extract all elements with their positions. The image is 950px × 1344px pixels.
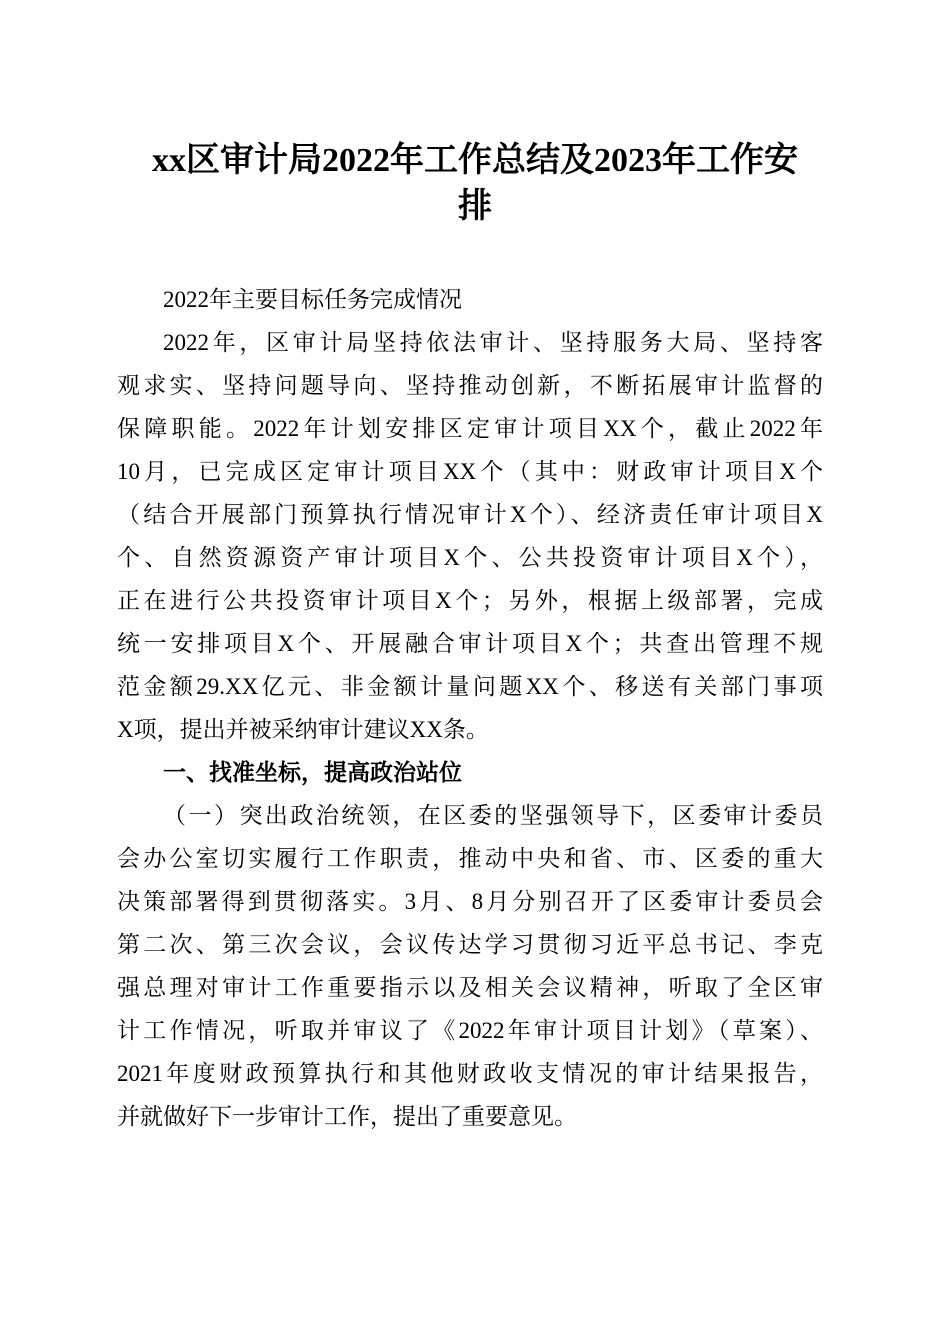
text-line: 个、自然资源资产审计项目X个、公共投资审计项目X个），: [117, 545, 823, 570]
text-line: 2021年度财政预算执行和其他财政收支情况的审计结果报告，: [117, 1061, 823, 1086]
section-heading-1: 一、找准坐标，提高政治站位: [163, 759, 462, 785]
text-line: 10月，已完成区定审计项目XX个（其中：财政审计项目X个: [117, 459, 823, 484]
text-line: 第二次、第三次会议，会议传达学习贯彻习近平总书记、李克: [117, 932, 823, 957]
text-line: 并就做好下一步审计工作，提出了重要意见。: [117, 1104, 577, 1129]
text-line: 观求实、坚持问题导向、坚持推动创新，不断拓展审计监督的: [117, 373, 823, 398]
text-line: （结合开展部门预算执行情况审计X个）、经济责任审计项目X: [117, 502, 823, 527]
text-line: 会办公室切实履行工作职责，推动中央和省、市、区委的重大: [117, 846, 823, 871]
text-line: 范金额29.XX亿元、非金额计量问题XX个、移送有关部门事项: [117, 674, 823, 699]
text-line: 保障职能。2022年计划安排区定审计项目XX个，截止2022年: [117, 416, 823, 441]
text-line: 2022年，区审计局坚持依法审计、坚持服务大局、坚持客: [163, 330, 823, 355]
paragraph-summary: [117, 321, 823, 751]
text-line: X项，提出并被采纳审计建议XX条。: [117, 717, 489, 742]
document-title: [110, 138, 840, 230]
text-line: （一）突出政治统领，在区委的坚强领导下，区委审计委员: [163, 803, 823, 828]
text-line: 决策部署得到贯彻落实。3月、8月分别召开了区委审计委员会: [117, 889, 823, 914]
title-line-1: xx区审计局2022年工作总结及2023年工作安: [152, 142, 798, 179]
title-line-2: 排: [458, 188, 492, 225]
section-label: 2022年主要目标任务完成情况: [163, 287, 462, 312]
text-line: 统一安排项目X个、开展融合审计项目X个；共查出管理不规: [117, 631, 823, 656]
paragraph-political-leadership: [117, 794, 823, 1138]
text-line: 计工作情况，听取并审议了《2022年审计项目计划》（草案）、: [117, 1018, 823, 1043]
text-line: 正在进行公共投资审计项目X个；另外，根据上级部署，完成: [117, 588, 823, 613]
document-body: [117, 278, 823, 1138]
text-line: 强总理对审计工作重要指示以及相关会议精神，听取了全区审: [117, 975, 823, 1000]
